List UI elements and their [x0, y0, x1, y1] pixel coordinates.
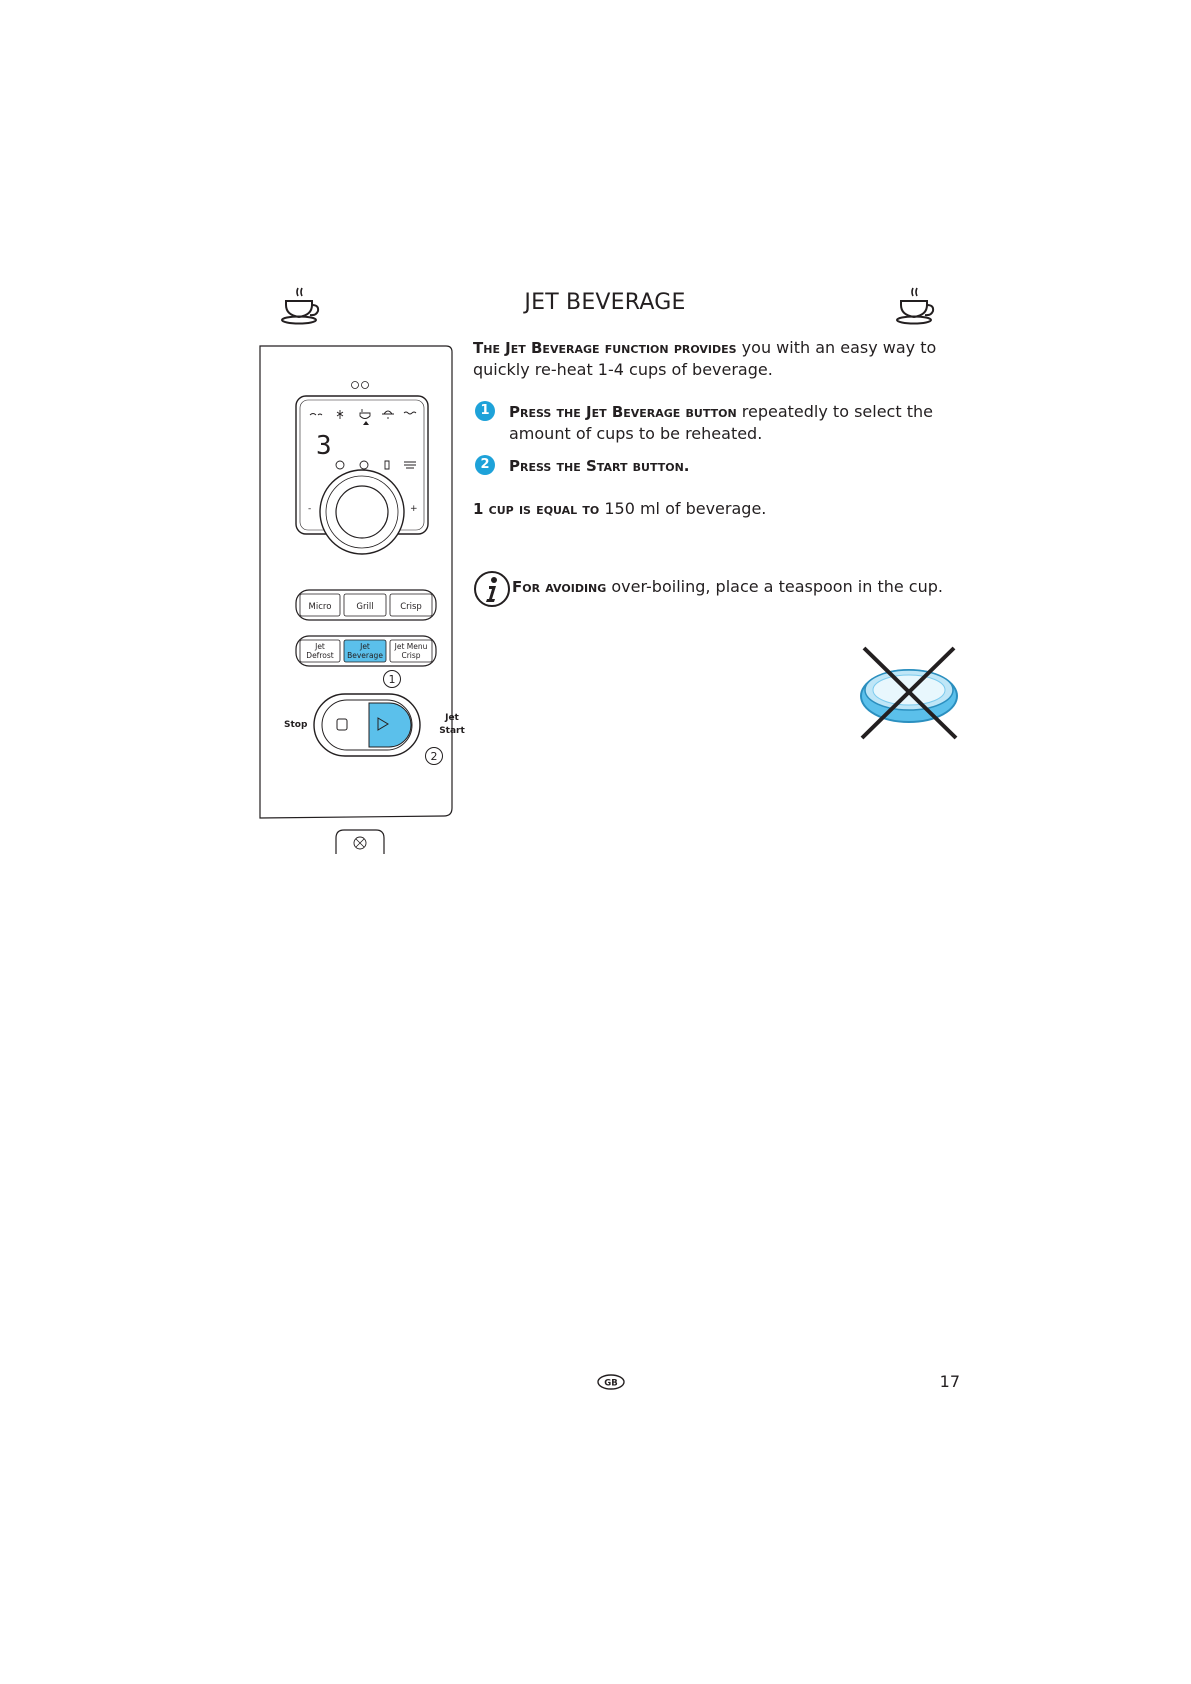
- crisp-button: Crisp: [400, 602, 422, 612]
- cup-eq-text: 150 ml of beverage.: [599, 499, 767, 518]
- tip-lead: For avoiding: [512, 578, 607, 596]
- tip-text: over-boiling, place a teaspoon in the cup.: [606, 577, 943, 596]
- callout-1: 1: [388, 673, 396, 686]
- intro-lead: The Jet Beverage function provides: [473, 339, 737, 357]
- dial-minus: -: [308, 504, 312, 514]
- region-badge: [597, 1374, 625, 1390]
- intro-text: you with an easy way to quickly re-heat 1-4 cups of beverage.: [473, 338, 937, 379]
- region-badge-text: GB: [604, 1378, 618, 1389]
- step-2-lead: Press the Start button.: [509, 457, 690, 475]
- jet-beverage-label-2: Beverage: [347, 651, 383, 660]
- crossed-out-dish-icon: [858, 644, 960, 742]
- start-label-1: Jet: [445, 713, 459, 723]
- step-1: [509, 401, 964, 445]
- page-number: 17: [939, 1372, 960, 1391]
- jet-beverage-label-1: Jet: [360, 642, 370, 651]
- step-number-2: 2: [475, 455, 495, 475]
- jet-menu-crisp-label-2: Crisp: [401, 651, 421, 660]
- grill-button: Grill: [356, 602, 374, 612]
- cup-equivalence-note: [473, 498, 943, 520]
- cup-eq-lead: 1 cup is equal to: [473, 500, 600, 518]
- micro-button: Micro: [308, 602, 332, 612]
- coffee-cup-icon: [280, 285, 324, 329]
- step-1-text: repeatedly to select the amount of cups to be reheated.: [509, 402, 933, 443]
- intro-paragraph: [473, 337, 963, 381]
- stop-label: Stop: [284, 720, 308, 730]
- control-panel-illustration: [258, 344, 466, 856]
- step-2: [509, 455, 964, 477]
- jet-menu-crisp-label-1: Jet Menu: [394, 642, 428, 651]
- jet-defrost-label-1: Jet: [315, 642, 325, 651]
- page-title: JET BEVERAGE: [524, 290, 686, 315]
- dial-plus: +: [410, 504, 418, 514]
- start-label-2: Start: [439, 726, 465, 736]
- coffee-cup-icon: [895, 285, 939, 329]
- display-digit: 3: [316, 431, 332, 461]
- info-icon: [473, 570, 511, 608]
- callout-2: 2: [430, 750, 438, 763]
- step-number-1: 1: [475, 401, 495, 421]
- step-1-lead: Press the Jet Beverage button: [509, 403, 737, 421]
- jet-defrost-label-2: Defrost: [306, 651, 334, 660]
- tip-note: [512, 576, 972, 598]
